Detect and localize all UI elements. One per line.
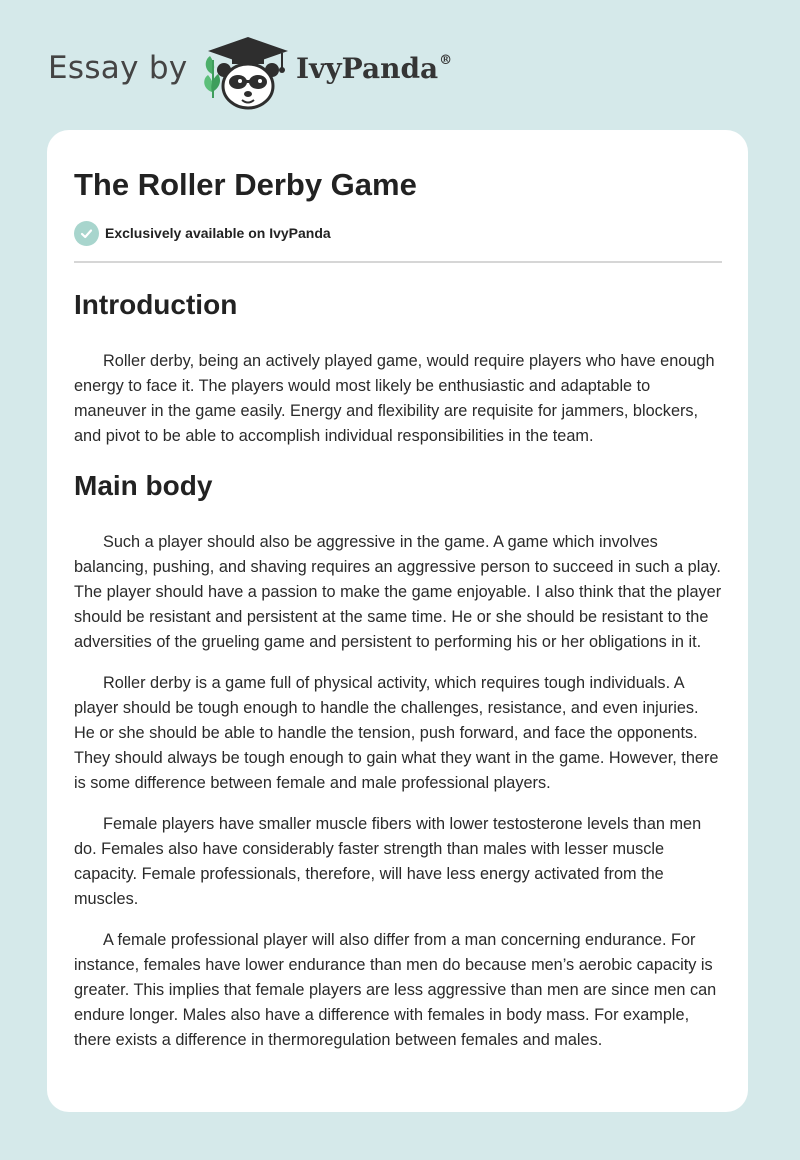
section-heading-main-body: Main body xyxy=(74,470,213,501)
leaf-icon xyxy=(204,56,220,98)
essay-title: The Roller Derby Game xyxy=(74,167,417,202)
paragraph: Such a player should also be aggressive in the game. A game which involves balancing, pushing, and shaving requires an aggressive person to succeed in such a play. The player should have a passion to make the game enjoyable. I also think that the player should be resistant and persistent at the same time. He or she should be resistant to the adversities of the grueling game and persistent to performing his or her obligations in it. xyxy=(74,533,722,651)
paragraph: Roller derby is a game full of physical activity, which requires tough individuals. A player should be tough enough to handle the challenges, resistance, and even injuries. He or she should be able to handle the tension, push forward, and face the opponents. They should always be tough enough to gain what they want in the game. However, there is some difference between female and male professional players. xyxy=(74,674,719,792)
registered-mark: ® xyxy=(439,53,453,68)
title-divider xyxy=(74,261,722,263)
brand-name[interactable] xyxy=(296,52,452,85)
paragraph: Roller derby, being an actively played game, would require players who have enough energy to face it. The players would most likely be enthusiastic and adaptable to maneuver in the game easily. Energy and flexibility are requisite for jammers, blockers, and pivot to be able to accomplish individual responsibilities in the team. xyxy=(74,352,715,445)
essay-by-label: Essay by xyxy=(48,50,188,86)
exclusive-badge-text: Exclusively available on IvyPanda xyxy=(105,225,331,241)
site-header xyxy=(0,0,800,130)
check-circle-icon xyxy=(74,221,99,246)
section-heading-introduction: Introduction xyxy=(74,289,238,320)
exclusive-badge xyxy=(74,220,722,246)
paragraph: Female players have smaller muscle fibers with lower testosterone levels than men do. Females also have considerably faster strength than males with lesser muscle capacity. Female professionals, therefore, will have less energy activated from the muscles. xyxy=(74,815,702,908)
essay-card xyxy=(47,130,748,1112)
brand-text: IvyPanda xyxy=(296,52,439,85)
paragraph: A female professional player will also differ from a man concerning endurance. For instance, females have lower endurance than men do because men’s aerobic capacity is greater. This implies that female players are less aggressive than men are since men can endure longer. Males also have a difference with females in body mass. For example, there exists a difference in thermoregulation between females and males. xyxy=(74,931,717,1049)
panda-graduate-icon[interactable] xyxy=(202,34,294,112)
